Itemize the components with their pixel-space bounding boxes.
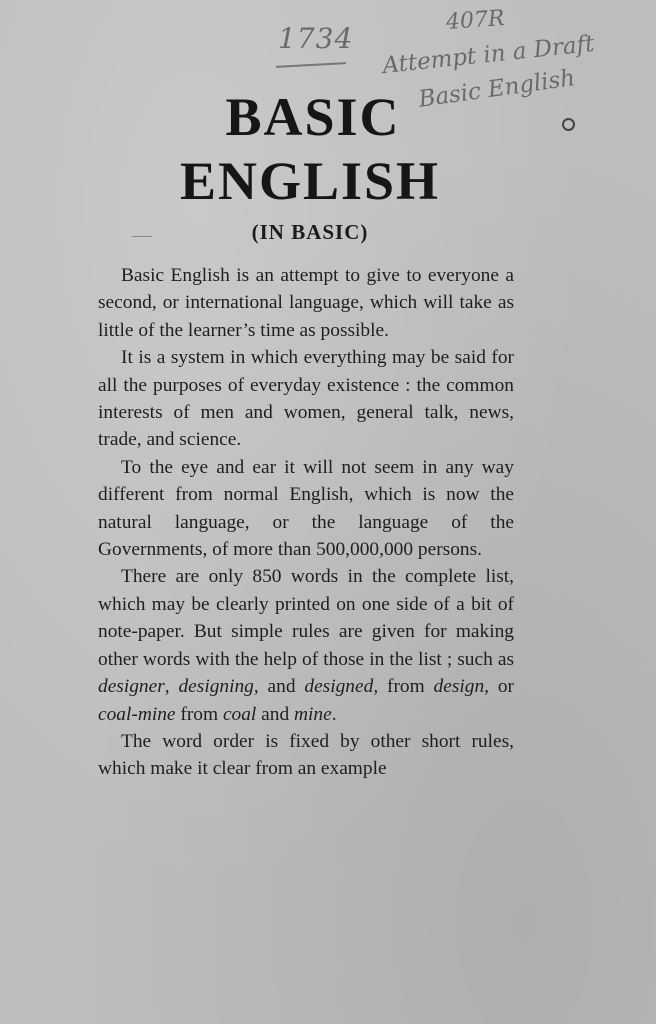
separator: , from (373, 676, 434, 698)
handwritten-note-line1: Attempt in a Draft (381, 30, 596, 80)
paragraph-4 (98, 563, 514, 727)
example-word-designed: designed (304, 676, 374, 698)
title-line2: ENGLISH (179, 151, 441, 211)
separator: , and (253, 676, 305, 698)
separator: , or (484, 676, 514, 698)
separator: and (256, 703, 295, 725)
example-word-designer: designer (98, 676, 165, 698)
example-word-coal: coal (222, 703, 257, 725)
body-text (98, 262, 514, 783)
subtitle: (IN BASIC) (251, 220, 369, 244)
separator: , (164, 676, 179, 698)
separator: . (331, 703, 337, 725)
example-word-mine: mine (294, 703, 332, 725)
paragraph-4-text: There are only 850 words in the complete list, which may be clearly printed on one side of a bit of note-paper. But simple rules are given for making other words with the help of those in the list ; such as (98, 566, 514, 670)
handwritten-note-line2: Basic English (416, 65, 577, 113)
title-line1: BASIC (225, 87, 401, 147)
example-word-design: design (433, 676, 485, 698)
paragraph-3: To the eye and ear it will not seem in any way different from normal English, which is now the natural language, or the language of the Governments, of more than 500,000,000 persons. (98, 456, 514, 561)
handwritten-catalog-number: 1734 (278, 22, 354, 55)
handwritten-underline (276, 62, 346, 68)
handwritten-code: 407R (445, 5, 506, 36)
example-word-designing: designing (178, 676, 254, 698)
separator: from (175, 703, 223, 725)
paragraph-1: Basic English is an attempt to give to everyone a second, or international language, which will take as little of the learner’s time as possible. (98, 265, 514, 341)
example-word-coal-mine: coal-mine (98, 703, 176, 725)
paragraph-5: The word order is fixed by other short rules, which make it clear from an example (98, 730, 514, 780)
paragraph-2: It is a system in which everything may be said for all the purposes of everyday existence : the common interests of men and women, general talk, news, trade, and science. (98, 347, 514, 451)
